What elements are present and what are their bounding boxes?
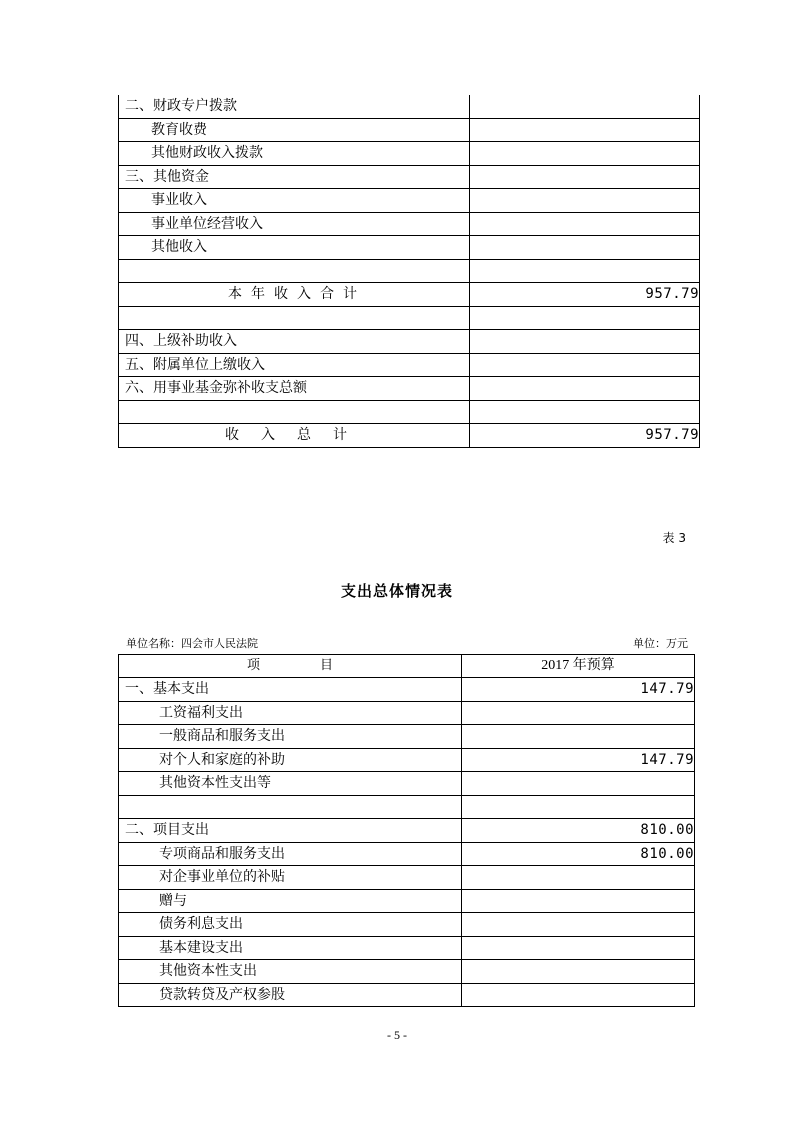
table-row bbox=[119, 960, 695, 984]
table-row bbox=[119, 306, 700, 330]
row-value bbox=[462, 913, 695, 937]
row-label: 二、项目支出 bbox=[119, 819, 462, 843]
column-header-budget: 2017 年预算 bbox=[462, 655, 695, 678]
row-label: 六、用事业基金弥补收支总额 bbox=[119, 377, 470, 401]
row-value bbox=[462, 701, 695, 725]
table-row bbox=[119, 377, 700, 401]
row-value: 810.00 bbox=[462, 842, 695, 866]
row-value bbox=[470, 165, 700, 189]
income-table bbox=[118, 95, 700, 448]
table-row bbox=[119, 701, 695, 725]
row-label: 工资福利支出 bbox=[119, 701, 462, 725]
income-grand-total-label: 收入总计 bbox=[119, 424, 470, 448]
page-title: 支出总体情况表 bbox=[340, 582, 453, 600]
row-label: 一般商品和服务支出 bbox=[119, 725, 462, 749]
row-value bbox=[462, 936, 695, 960]
income-grand-total-value: 957.79 bbox=[470, 424, 700, 448]
row-label: 一、基本支出 bbox=[119, 678, 462, 702]
row-label: 赠与 bbox=[119, 889, 462, 913]
table-row bbox=[119, 95, 700, 118]
row-label bbox=[119, 400, 470, 424]
row-value bbox=[470, 377, 700, 401]
row-label: 其他资本性支出等 bbox=[119, 772, 462, 796]
row-label: 教育收费 bbox=[119, 118, 470, 142]
table-row bbox=[119, 795, 695, 819]
table-row bbox=[119, 678, 695, 702]
table-row bbox=[119, 819, 695, 843]
table-row bbox=[119, 424, 700, 448]
row-value bbox=[462, 772, 695, 796]
row-value bbox=[462, 960, 695, 984]
row-value bbox=[462, 889, 695, 913]
table-row bbox=[119, 189, 700, 213]
row-label: 其他收入 bbox=[119, 236, 470, 260]
row-value bbox=[462, 983, 695, 1007]
currency-unit: 单位：万元 bbox=[633, 637, 688, 650]
row-value bbox=[462, 795, 695, 819]
row-value bbox=[470, 142, 700, 166]
row-value bbox=[470, 95, 700, 118]
row-label bbox=[119, 306, 470, 330]
table-row bbox=[119, 842, 695, 866]
row-label: 债务利息支出 bbox=[119, 913, 462, 937]
row-value bbox=[470, 306, 700, 330]
table-row bbox=[119, 983, 695, 1007]
table-row bbox=[119, 259, 700, 283]
table-row bbox=[119, 866, 695, 890]
table-row bbox=[119, 142, 700, 166]
table-row bbox=[119, 212, 700, 236]
row-label: 其他资本性支出 bbox=[119, 960, 462, 984]
table-row bbox=[119, 772, 695, 796]
table-row bbox=[119, 400, 700, 424]
row-label bbox=[119, 259, 470, 283]
table-row bbox=[119, 118, 700, 142]
row-value bbox=[470, 189, 700, 213]
row-label: 对企事业单位的补贴 bbox=[119, 866, 462, 890]
row-label: 其他财政收入拨款 bbox=[119, 142, 470, 166]
row-label: 四、上级补助收入 bbox=[119, 330, 470, 354]
row-label: 事业收入 bbox=[119, 189, 470, 213]
row-label: 贷款转贷及产权参股 bbox=[119, 983, 462, 1007]
table-row bbox=[119, 165, 700, 189]
table-row bbox=[119, 330, 700, 354]
row-value bbox=[470, 400, 700, 424]
row-label: 二、财政专户拨款 bbox=[119, 95, 470, 118]
row-value bbox=[470, 330, 700, 354]
row-value bbox=[462, 725, 695, 749]
row-label: 五、附属单位上缴收入 bbox=[119, 353, 470, 377]
annual-income-total-label: 本年收入合计 bbox=[119, 283, 470, 307]
row-label bbox=[119, 795, 462, 819]
row-value: 810.00 bbox=[462, 819, 695, 843]
table-row bbox=[119, 725, 695, 749]
table-row bbox=[119, 889, 695, 913]
row-value bbox=[470, 236, 700, 260]
row-value bbox=[470, 212, 700, 236]
table-row bbox=[119, 283, 700, 307]
row-label: 基本建设支出 bbox=[119, 936, 462, 960]
table-row bbox=[119, 236, 700, 260]
row-value: 147.79 bbox=[462, 748, 695, 772]
expense-table bbox=[118, 654, 695, 1007]
table-row bbox=[119, 913, 695, 937]
table-row bbox=[119, 353, 700, 377]
row-label: 专项商品和服务支出 bbox=[119, 842, 462, 866]
table-header-row bbox=[119, 655, 695, 678]
table-row bbox=[119, 748, 695, 772]
row-label: 三、其他资金 bbox=[119, 165, 470, 189]
row-label: 对个人和家庭的补助 bbox=[119, 748, 462, 772]
annual-income-total-value: 957.79 bbox=[470, 283, 700, 307]
table-number: 表 3 bbox=[662, 531, 686, 545]
unit-name: 单位名称：四会市人民法院 bbox=[126, 637, 258, 650]
row-label: 事业单位经营收入 bbox=[119, 212, 470, 236]
table-row bbox=[119, 936, 695, 960]
row-value bbox=[470, 353, 700, 377]
row-value bbox=[470, 118, 700, 142]
page-number: - 5 - bbox=[387, 1028, 407, 1042]
row-value bbox=[470, 259, 700, 283]
row-value: 147.79 bbox=[462, 678, 695, 702]
row-value bbox=[462, 866, 695, 890]
column-header-item: 项目 bbox=[119, 655, 462, 678]
